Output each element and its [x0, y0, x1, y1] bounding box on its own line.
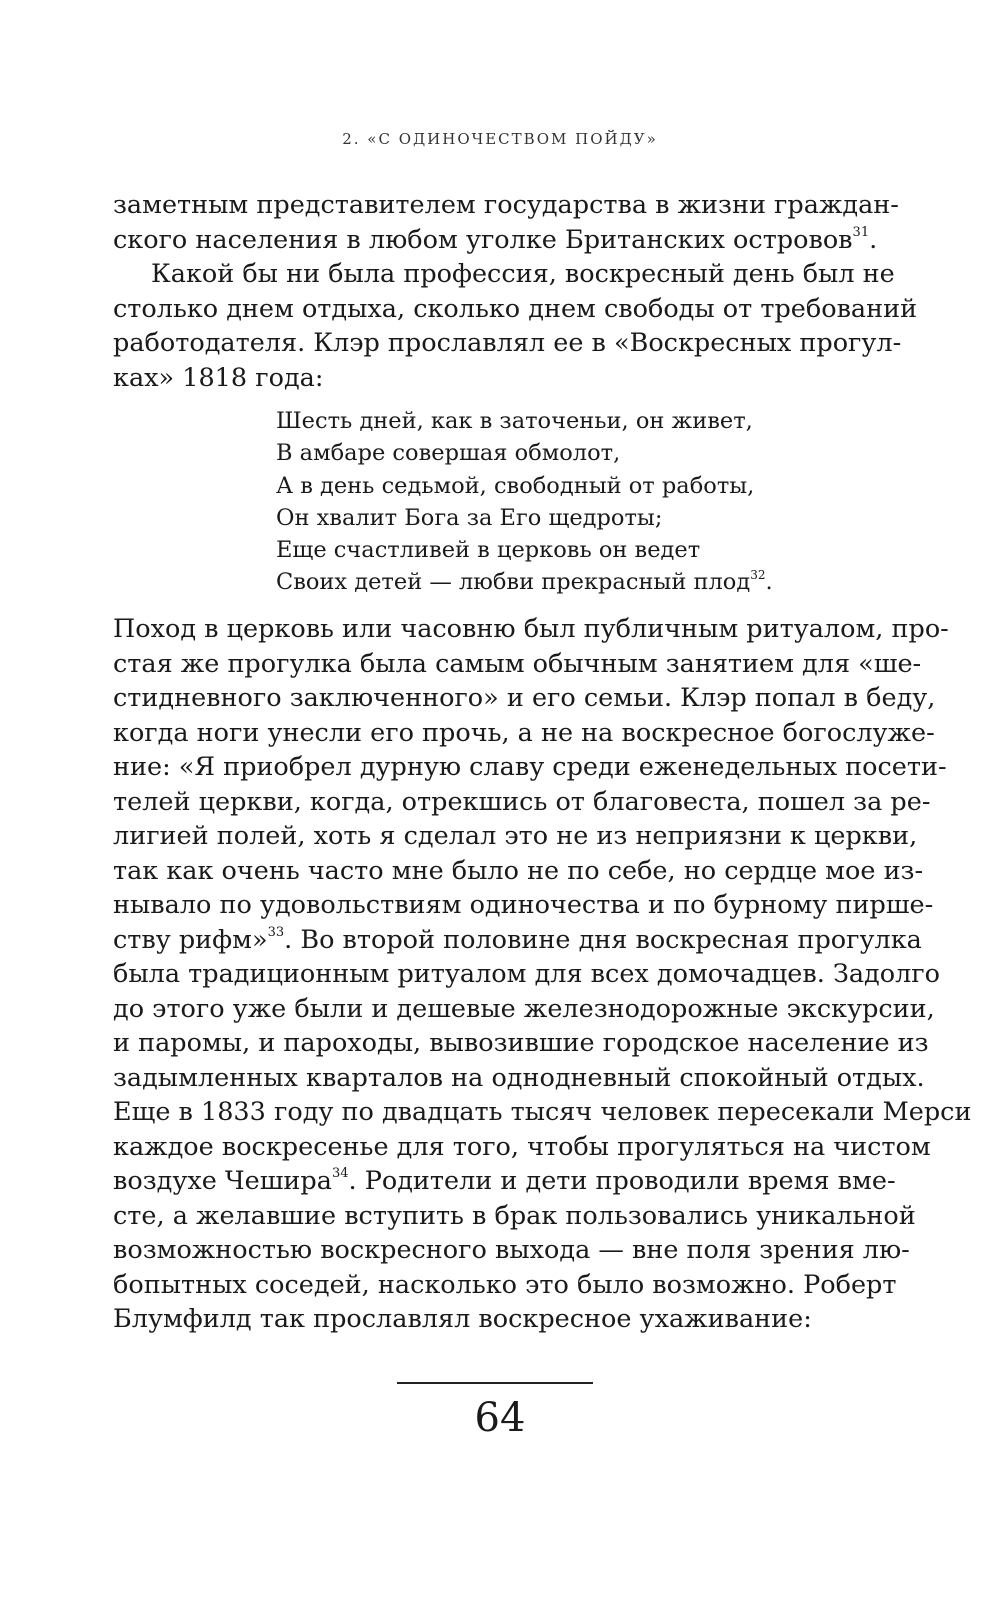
text-fragment: . Во второй половине дня воскресная прогулка	[284, 924, 922, 955]
running-header: 2. «С ОДИНОЧЕСТВОМ ПОЙДУ»	[342, 130, 658, 148]
paragraph-walk	[113, 612, 972, 1337]
text-line: Блумфилд так прославлял воскресное ухаживание:	[113, 1304, 812, 1334]
poem-line: Еще счастливей в церковь он ведет	[276, 537, 701, 564]
poem-line: А в день седьмой, свободный от работы,	[276, 472, 755, 499]
footnote-ref-31[interactable]: 31	[852, 224, 870, 240]
text-fragment: воздухе Чешира	[113, 1166, 332, 1196]
text-line: ках» 1818 года:	[113, 362, 324, 393]
text-fragment: .	[869, 224, 878, 255]
text-line: до этого уже были и дешевые железнодорожные экскурсии,	[113, 993, 935, 1024]
text-line: возможностью воскресного выхода — вне поля зрения лю-	[113, 1235, 910, 1265]
text-line: задымленных кварталов на однодневный спокойный отдых.	[113, 1062, 925, 1093]
page-number: 64	[474, 1395, 526, 1441]
text-line: каждое воскресенье для того, чтобы прогуляться на чистом	[113, 1131, 931, 1162]
text-line: работодателя. Клэр прославлял ее в «Воскресных прогул-	[113, 328, 902, 358]
text-fragment: Своих детей — любви прекрасный плод	[276, 569, 751, 596]
text-line	[113, 923, 922, 958]
text-line: стая же прогулка была самым обычным занятием для «ше-	[113, 648, 922, 679]
text-fragment: ского населения в любом уголке Британских островов	[113, 224, 853, 255]
poem-line: В амбаре совершая обмолот,	[276, 440, 621, 467]
text-line: лигией полей, хоть я сделал это не из неприязни к церкви,	[113, 821, 918, 851]
text-line: столько днем отдыха, сколько днем свободы от требований	[113, 293, 918, 324]
text-line	[113, 223, 885, 258]
poem-quote	[276, 405, 773, 599]
text-fragment: . Родители и дети проводили время вме-	[348, 1166, 896, 1196]
text-line: ние: «Я приобрел дурную славу среди еженедельных посети-	[113, 752, 947, 782]
page-number-rule	[397, 1382, 593, 1384]
paragraph-clare	[113, 257, 918, 395]
text-line: телей церкви, когда, отрекшись от благовеста, пошел за ре-	[113, 786, 931, 817]
text-line: нывало по удовольствиям одиночества и по бурному пирше-	[113, 890, 934, 920]
text-line: Какой бы ни была профессия, воскресный день был не	[151, 259, 895, 289]
text-line: заметным представителем государства в жизни граждан-	[113, 190, 899, 220]
text-line: и паромы, и пароходы, вывозившие городское население из	[113, 1028, 929, 1058]
text-line: Еще в 1833 году по двадцать тысяч человек пересекали Мерси	[113, 1097, 972, 1127]
text-line: когда ноги унесли его прочь, а не на воскресное богослуже-	[113, 717, 935, 748]
poem-line: Он хвалит Бога за Его щедроты;	[276, 504, 663, 531]
text-line: так как очень часто мне было не по себе, но сердце мое из-	[113, 855, 924, 886]
paragraph-continuation	[113, 188, 899, 257]
footnote-ref-34[interactable]: 34	[331, 1166, 349, 1181]
footnote-ref-32[interactable]: 32	[750, 568, 766, 583]
text-line	[113, 1164, 896, 1199]
text-line: бопытных соседей, насколько это было возможно. Роберт	[113, 1269, 897, 1300]
poem-line: Шесть дней, как в заточеньи, он живет,	[276, 408, 753, 434]
text-line: сте, а желавшие вступить в брак пользовались уникальной	[113, 1200, 916, 1231]
poem-line	[276, 566, 773, 598]
text-fragment: .	[765, 569, 773, 596]
text-line: стидневного заключенного» и его семьи. Клэр попал в беду,	[113, 683, 936, 713]
text-line: Поход в церковь или часовню был публичным ритуалом, про-	[113, 614, 949, 644]
footnote-ref-33[interactable]: 33	[267, 924, 285, 940]
text-fragment: ству рифм»	[113, 924, 268, 955]
text-line: была традиционным ритуалом для всех домочадцев. Задолго	[113, 959, 941, 989]
